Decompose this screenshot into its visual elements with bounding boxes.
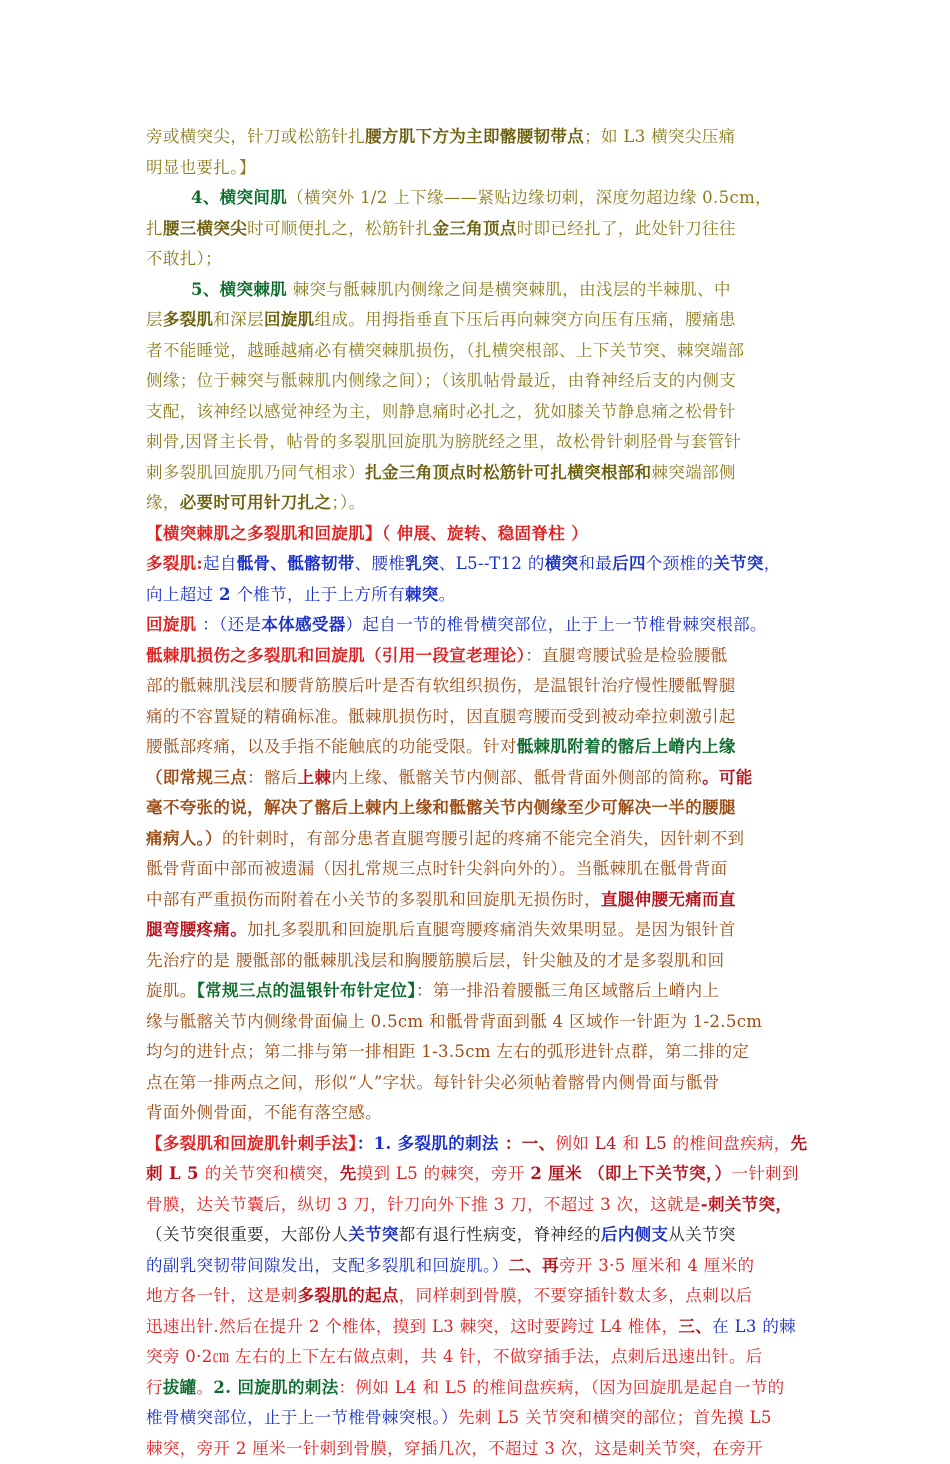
text-run: 骶棘肌附着的髂后上嵴内上缘 — [517, 737, 736, 756]
text-run: 腰方肌下方为主即髂腰韧带点 — [365, 127, 584, 146]
text-run: 痛的不容置疑的精确标准。骶棘肌损伤时，因直腿弯腰而受到被动牵拉刺激引起 — [146, 707, 736, 726]
text-line — [146, 1281, 810, 1312]
text-run: 刺 L 5 — [146, 1164, 205, 1183]
text-run: 后四 — [612, 554, 646, 573]
text-line — [146, 244, 810, 275]
text-line — [146, 1190, 810, 1221]
text-line — [146, 488, 810, 519]
text-line — [146, 397, 810, 428]
text-run: 棘突端部侧 — [652, 463, 736, 482]
text-line — [146, 732, 810, 763]
text-run: 先 — [340, 1164, 357, 1183]
text-run: 和 — [617, 1134, 645, 1153]
text-run: 从关节突 — [668, 1225, 735, 1244]
text-run: 中部有严重损伤而附着在小关节的多裂肌和回旋肌无损伤时， — [146, 890, 601, 909]
text-run: 【多裂肌和回旋肌针刺手法】 — [146, 1134, 357, 1153]
text-run: 三、 — [678, 1317, 712, 1336]
text-run: 旋肌。 — [146, 981, 197, 1000]
document-page — [146, 122, 810, 1464]
text-run: 椎骨横突部位，止于上一节椎骨棘突根。） — [146, 1408, 458, 1427]
text-run: 。 — [197, 1378, 214, 1397]
text-run: 。 — [439, 585, 456, 604]
text-run: 个颈椎的 — [646, 554, 713, 573]
text-line — [146, 641, 810, 672]
text-run: 明显也要扎。】 — [146, 158, 256, 177]
text-run: 的针刺时，有部分患者直腿弯腰引起的疼痛不能完全消失，因针刺不到 — [222, 829, 744, 848]
text-run: ；）。 — [331, 493, 365, 512]
text-line — [146, 915, 810, 946]
text-line — [146, 824, 810, 855]
text-run: ， — [764, 554, 781, 573]
text-run: 回旋肌 — [264, 310, 315, 329]
text-run: 都有退行性病变，脊神经的 — [399, 1225, 601, 1244]
text-line — [146, 214, 810, 245]
text-run: 腰三横突尖 — [163, 219, 247, 238]
text-line — [146, 519, 810, 550]
text-run: 先治疗的是 腰骶部的骶棘肌浅层和胸腰筋膜后层，针尖触及的才是多裂肌和回 — [146, 951, 725, 970]
text-run: 多裂肌: — [146, 554, 203, 573]
text-run: 多裂肌 — [163, 310, 214, 329]
text-line — [146, 366, 810, 397]
text-line — [146, 1129, 810, 1160]
text-line — [146, 1098, 810, 1129]
text-run: 4、横突间肌 — [191, 188, 287, 207]
text-run: 摸到 L5 的棘突，旁开 — [357, 1164, 531, 1183]
text-line — [146, 946, 810, 977]
text-run: 缘， — [146, 493, 180, 512]
text-line — [146, 305, 810, 336]
text-run: 点在第一排两点之间，形似“人”字状。每针针尖必须帖着髂骨内侧骨面与骶骨 — [146, 1073, 720, 1092]
text-run: 2 厘米 （即上下关节突，） — [530, 1164, 731, 1183]
text-line — [146, 854, 810, 885]
text-run: 毫不夸张的说，解决了髂后上棘内上缘和骶髂关节内侧缘至少可解决一半的腰腿 — [146, 798, 736, 817]
text-run: ：直腿弯腰试验是检验腰骶 — [525, 646, 727, 665]
text-run: 二、再 — [508, 1256, 559, 1275]
text-line — [146, 458, 810, 489]
text-run: （横突外 1/2 上下缘——紧贴边缘切刺，深度勿超边缘 0.5cm， — [287, 188, 772, 207]
text-run: 者不能睡觉，越睡越痛必有横突棘肌损伤，（扎横突根部、上下关节突、棘突端部 — [146, 341, 744, 360]
text-run: 扎金三角顶点时松筋针可扎横突根部和 — [365, 463, 651, 482]
text-run: ：例如 L4 和 L5 的椎间盘疾病，（因为回旋肌是起自一节的 — [339, 1378, 785, 1397]
text-run: 加扎多裂肌和回旋肌后直腿弯腰疼痛消失效果明显。是因为银针首 — [247, 920, 736, 939]
text-run: 内上缘、骶髂关节内侧部、骶骨背面外侧部的简称 — [331, 768, 702, 787]
text-line — [146, 671, 810, 702]
text-line — [146, 1068, 810, 1099]
text-line — [146, 1434, 810, 1464]
text-line — [146, 793, 810, 824]
text-run: 的椎间盘疾病， — [667, 1134, 791, 1153]
text-run: 刺骨,因肾主长骨，帖骨的多裂肌回旋肌为膀胱经之里，故松骨针刺胫骨与套管针 — [146, 432, 741, 451]
text-line — [146, 1342, 810, 1373]
text-run: 时即已经扎了，此处针刀往往 — [517, 219, 736, 238]
text-run: 【横突棘肌之多裂肌和回旋肌】（ 伸展、旋转、稳固脊柱 ） — [146, 524, 588, 543]
text-run: 回旋肌 — [146, 615, 197, 634]
text-run: ，同样刺到骨膜，不要穿插针数太多，点刺以后 — [399, 1286, 753, 1305]
text-run: 关节突 — [348, 1225, 399, 1244]
text-line — [146, 1159, 810, 1190]
text-line — [146, 702, 810, 733]
text-line — [146, 549, 810, 580]
text-run: 和深层 — [213, 310, 264, 329]
text-run: 腰骶部疼痛，以及手指不能触底的功能受限。针对 — [146, 737, 517, 756]
text-run: 直腿伸腰无痛而直 — [601, 890, 736, 909]
text-run: 【常规三点的温银针布针定位】 — [197, 981, 416, 1000]
text-run: 骶棘肌损伤之多裂肌和回旋肌（引用一段宣老理论） — [146, 646, 525, 665]
text-run: 先 — [791, 1134, 808, 1153]
text-run: 刺多裂肌回旋肌乃同气相求） — [146, 463, 365, 482]
text-run: 的副乳突韧带间隙发出，支配多裂肌和回旋肌。） — [146, 1256, 508, 1275]
text-run: 迅速出针.然后在提升 2 个椎体，摸到 L3 棘突，这时要跨过 L4 椎体， — [146, 1317, 678, 1336]
text-run: 横突 — [545, 554, 579, 573]
text-run: 缘与骶髂关节内侧缘骨面偏上 0.5cm 和骶骨背面到骶 4 区域作一针距为 1-2.5cm — [146, 1012, 762, 1031]
text-run: 先刺 L5 关节突和横突 — [458, 1408, 626, 1427]
text-run: ：第一排沿着腰骶三角区域髂后上嵴内上 — [416, 981, 719, 1000]
text-run: 棘突，旁开 2 厘米一针刺到骨膜，穿插几次，不超过 3 次，这是刺关节突，在旁开 — [146, 1439, 763, 1458]
text-run: 部的骶棘肌浅层和腰背筋膜后叶是否有软组织损伤，是温银针治疗慢性腰骶臀腿 — [146, 676, 736, 695]
text-run: 旁开 3·5 厘米和 4 厘米的 — [559, 1256, 754, 1275]
text-line — [146, 1312, 810, 1343]
text-run: 例如 — [555, 1134, 594, 1153]
text-run: 、L5--T12 的 — [439, 554, 545, 573]
text-run: 2 — [219, 585, 231, 604]
text-run: 腿弯腰疼痛。 — [146, 920, 247, 939]
text-run: 侧缘；位于棘突与骶棘肌内侧缘之间）；（该肌帖骨最近，由脊神经后支的内侧支 — [146, 371, 736, 390]
text-run: 后内侧支 — [601, 1225, 668, 1244]
text-run: 5、横突棘肌 — [191, 280, 287, 299]
text-run: -刺关节突， — [701, 1195, 792, 1214]
text-run: L5 — [645, 1134, 667, 1153]
text-line — [146, 976, 810, 1007]
text-run: 、腰椎 — [355, 554, 406, 573]
text-line — [146, 183, 810, 214]
text-run: 支配，该神经以感觉神经为主，则静息痛时必扎之，犹如膝关节静息痛之松骨针 — [146, 402, 736, 421]
text-run: 均匀的进针点；第二排与第一排相距 1-3.5cm 左右的弧形进针点群，第二排的定 — [146, 1042, 749, 1061]
text-run: 层 — [146, 310, 163, 329]
text-run: 金三角顶点 — [432, 219, 516, 238]
text-line — [146, 153, 810, 184]
text-line — [146, 1403, 810, 1434]
text-run: 不敢扎）； — [146, 249, 222, 268]
text-run: 骨膜，达关节囊后，纵切 3 刀，针刀向外下推 3 刀，不超过 3 次，这就是 — [146, 1195, 701, 1214]
text-run: 扎 — [146, 219, 163, 238]
text-line — [146, 336, 810, 367]
text-line — [146, 580, 810, 611]
text-run: 背面外侧骨面，不能有落空感。 — [146, 1103, 382, 1122]
text-run: 多裂肌的起点 — [298, 1286, 399, 1305]
text-line — [146, 763, 810, 794]
text-line — [146, 275, 810, 306]
text-run: 骶骨、骶髂韧带 — [237, 554, 355, 573]
text-run: 旁或横突尖，针刀或松筋针扎 — [146, 127, 365, 146]
text-run: 上棘 — [298, 768, 332, 787]
text-line — [146, 610, 810, 641]
text-run: 。可能 — [702, 768, 753, 787]
text-line — [146, 1373, 810, 1404]
text-run: 起自 — [203, 554, 237, 573]
text-line — [146, 1037, 810, 1068]
text-line — [146, 427, 810, 458]
text-run: 痛病人。） — [146, 829, 222, 848]
text-run: 乳突 — [405, 554, 439, 573]
text-line — [146, 1007, 810, 1038]
text-run: 的关节突和横突， — [205, 1164, 340, 1183]
text-run: 本体感受器 — [261, 615, 345, 634]
text-line — [146, 1251, 810, 1282]
text-line — [146, 1220, 810, 1251]
text-run: 的部位；首先摸 L5 — [626, 1408, 772, 1427]
text-run: ：1. 多裂肌的刺法 — [357, 1134, 499, 1153]
text-run: 2. 回旋肌的刺法 — [213, 1378, 338, 1397]
text-run: 一针刺到 — [731, 1164, 798, 1183]
text-run: L4 — [595, 1134, 617, 1153]
text-run: 关节突 — [713, 554, 764, 573]
text-run: 在 L3 的棘 — [712, 1317, 796, 1336]
text-run: 骶骨背面中部而被遗漏（因扎常规三点时针尖斜向外的）。当骶棘肌在骶骨背面 — [146, 859, 728, 878]
text-run: ）起自一节的椎骨横突部位，止于上一节椎骨棘突根部。 — [346, 615, 767, 634]
text-run: ：一、 — [499, 1134, 556, 1153]
text-line — [146, 885, 810, 916]
text-run: （关节突很重要，大部份人 — [146, 1225, 348, 1244]
text-run: ；如 L3 横突尖压痛 — [584, 127, 735, 146]
text-run: 突旁 0·2㎝ 左右的上下左右做点刺，共 4 针，不做穿插手法，点刺后迅速出针。后 — [146, 1347, 763, 1366]
text-run: 棘突与骶棘肌内侧缘之间是横突棘肌，由浅层的半棘肌、中 — [287, 280, 731, 299]
text-run: 行 — [146, 1378, 163, 1397]
text-run: 地方各一针，这是刺 — [146, 1286, 298, 1305]
text-run: 和最 — [578, 554, 612, 573]
text-run: ：（还是 — [197, 615, 262, 634]
text-run: （即常规三点 — [146, 768, 247, 787]
text-run: 个椎节，止于上方所有 — [231, 585, 405, 604]
text-run: 向上超过 — [146, 585, 219, 604]
text-run: 组成。用拇指垂直下压后再向棘突方向压有压痛，腰痛患 — [315, 310, 736, 329]
text-run: 拔罐 — [163, 1378, 197, 1397]
text-run: 时可顺便扎之，松筋针扎 — [247, 219, 432, 238]
text-run: 棘突 — [405, 585, 439, 604]
text-run: ：髂后 — [247, 768, 298, 787]
text-run: 必要时可用针刀扎之 — [180, 493, 332, 512]
text-line — [146, 122, 810, 153]
